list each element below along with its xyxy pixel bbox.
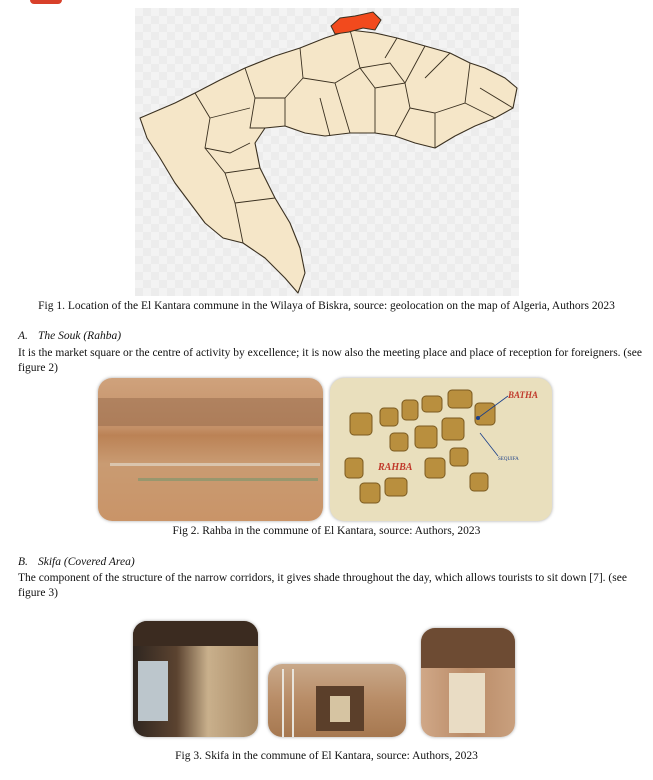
- passage-light: [330, 696, 350, 722]
- section-b-text: The component of the structure of the narrow corridors, it gives shade throughout the day, which allows tourists to sit down [7]. (see figure 3): [18, 572, 627, 599]
- ladder: [282, 669, 294, 737]
- label-sequifa: SEQUIFA: [498, 457, 519, 462]
- figure2-rahba-map: [330, 378, 552, 521]
- figure1-map: [135, 8, 519, 296]
- biskra-map-svg: [135, 8, 519, 296]
- section-a-heading: [18, 330, 121, 342]
- figure2-caption: Fig 2. Rahba in the commune of El Kantara, source: Authors, 2023: [172, 525, 481, 537]
- section-a-title: The Souk (Rahba): [38, 330, 122, 342]
- section-a-text: It is the market square or the centre of activity by excellence; it is now also the meeting place and place of reception for foreigners. (see figure 2): [18, 347, 642, 374]
- figure3-photo-1: [133, 621, 258, 737]
- logo-fragment: [30, 0, 62, 4]
- figure3-caption: Fig 3. Skifa in the commune of El Kantara, source: Authors, 2023: [175, 750, 478, 762]
- biskra-outline: [140, 30, 517, 293]
- figure3-photo-3: [421, 628, 515, 737]
- opening-light: [138, 661, 168, 721]
- label-batha: BATHA: [508, 390, 539, 400]
- bright-exit: [449, 673, 485, 733]
- figure3-photo-2: [268, 664, 406, 737]
- timber-ceiling: [421, 628, 515, 668]
- rahba-plan-svg: [330, 378, 552, 521]
- section-b-label: B.: [18, 556, 28, 568]
- section-b-title: Skifa (Covered Area): [38, 556, 135, 568]
- grass-line: [138, 478, 318, 481]
- section-a-label: A.: [18, 330, 28, 342]
- ceiling-beam: [133, 621, 258, 646]
- label-rahba: RAHBA: [378, 462, 413, 473]
- section-b-heading: [18, 556, 135, 568]
- figure2-photo-rahba: [98, 378, 323, 521]
- figure1-caption: Fig 1. Location of the El Kantara commune in the Wilaya of Biskra, source: geolocation on the map of Algeria, Authors 2023: [38, 300, 615, 312]
- wall-strip: [98, 398, 323, 426]
- curb-line: [110, 463, 320, 466]
